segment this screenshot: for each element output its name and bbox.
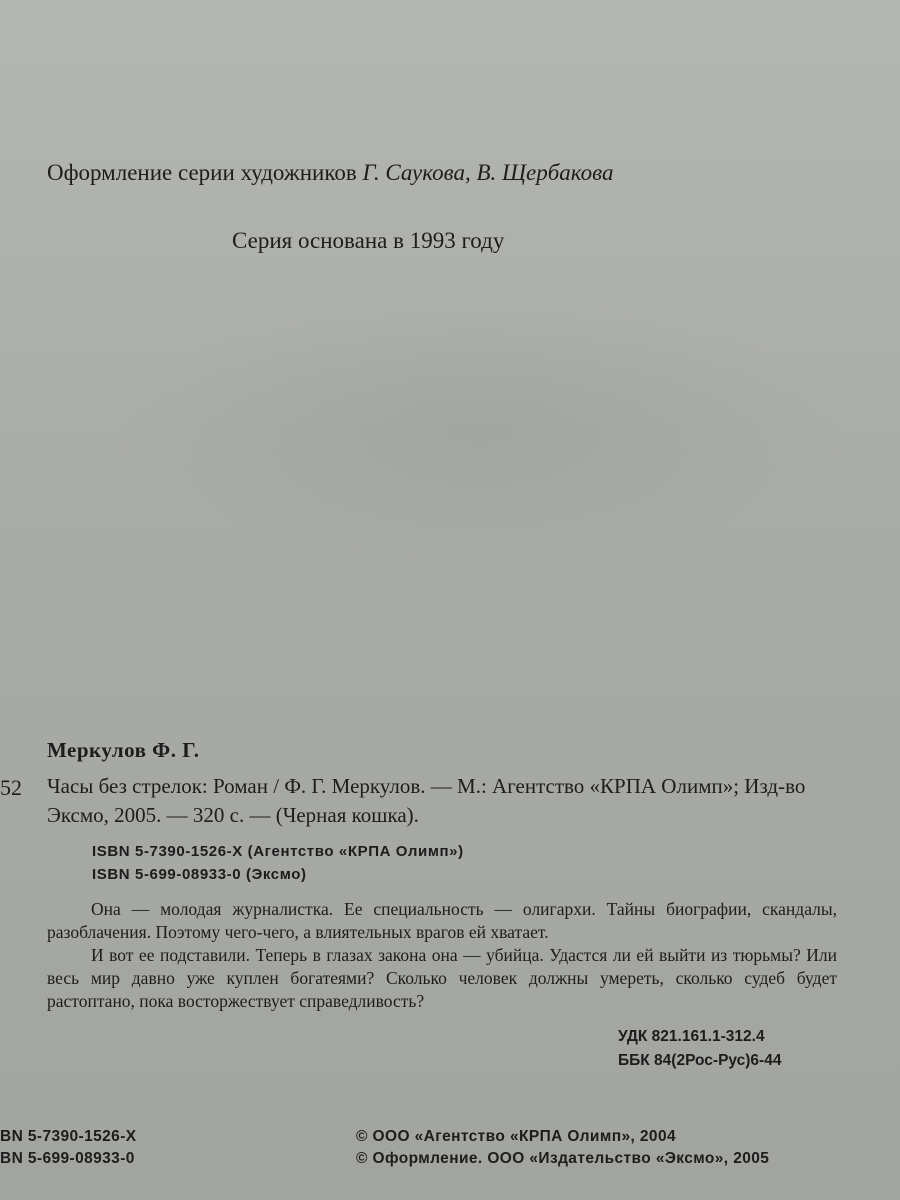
bottom-isbn-1: BN 5-7390-1526-X [0, 1128, 137, 1145]
series-artists: Г. Саукова, В. Щербакова [362, 160, 614, 185]
annotation-paragraph-1: Она — молодая журналистка. Ее специальность — олигархи. Тайны биографии, скандалы, разоблачения. Поэтому чего-чего, а влиятельных врагов ей хватает. [47, 899, 837, 942]
copyright-line-1: © ООО «Агентство «КРПА Олимп», 2004 [356, 1128, 676, 1145]
catalog-left-code: 52 [0, 775, 22, 800]
series-founded-line: Серия основана в 1993 году [232, 228, 505, 253]
bottom-isbn-2: BN 5-699-08933-0 [0, 1150, 135, 1167]
series-design-prefix: Оформление серии художников [47, 160, 363, 185]
copyright-line-2: © Оформление. ООО «Издательство «Эксмо», 2005 [356, 1150, 770, 1167]
isbn-line-1: ISBN 5-7390-1526-X (Агентство «КРПА Олимп») [92, 843, 464, 860]
annotation [47, 898, 837, 1013]
catalog-author: Меркулов Ф. Г. [47, 738, 200, 762]
show-through-print [110, 300, 850, 560]
series-design-credit [47, 160, 613, 186]
udk-code: УДК 821.161.1-312.4 [618, 1028, 765, 1045]
isbn-line-2: ISBN 5-699-08933-0 (Эксмо) [92, 866, 307, 883]
bbk-code: ББК 84(2Рос-Рус)6-44 [618, 1052, 782, 1069]
annotation-paragraph-2: И вот ее подставили. Теперь в глазах закона она — убийца. Удастся ли ей выйти из тюрьмы? Или весь мир давно уже куплен богатеями? Сколько человек должны умереть, сколько судеб будет растоптано, пока восторжествует справедливость? [47, 945, 837, 1011]
catalog-description: Часы без стрелок: Роман / Ф. Г. Меркулов. — М.: Агентство «КРПА Олимп»; Изд-во Эксмо, 2005. — 320 с. — (Черная кошка). [47, 774, 806, 827]
